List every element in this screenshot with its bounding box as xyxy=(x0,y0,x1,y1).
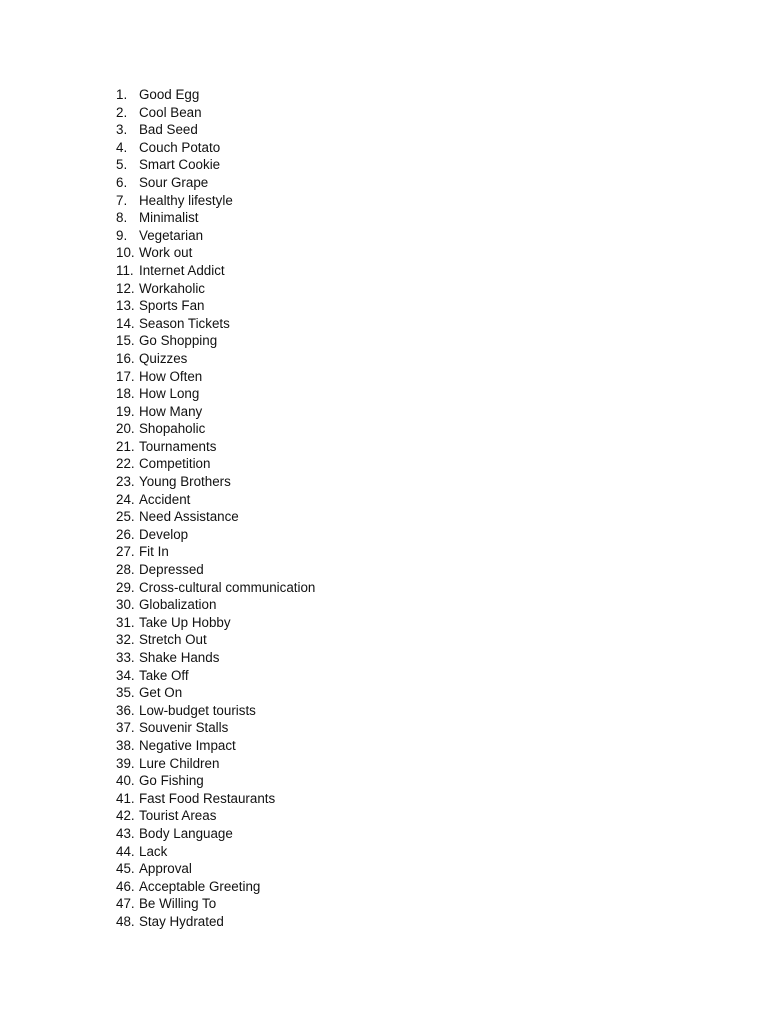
list-item-number: 10. xyxy=(116,245,135,261)
list-item-number: 36. xyxy=(116,702,135,718)
list-item-number: 39. xyxy=(116,755,135,771)
list-item xyxy=(116,244,315,262)
list-item xyxy=(116,649,315,667)
list-item xyxy=(116,526,315,544)
list-item-text: Negative Impact xyxy=(139,737,236,753)
list-item xyxy=(116,438,315,456)
list-item xyxy=(116,227,315,245)
list-item-text: Body Language xyxy=(139,825,233,841)
list-item-text: Cross-cultural communication xyxy=(139,579,316,595)
list-item-text: Take Up Hobby xyxy=(139,614,231,630)
list-item xyxy=(116,772,315,790)
list-item xyxy=(116,684,315,702)
list-item xyxy=(116,825,315,843)
list-item-text: How Often xyxy=(139,368,203,384)
list-item-number: 47. xyxy=(116,896,135,912)
list-item-text: Quizzes xyxy=(139,350,188,366)
list-item-number: 42. xyxy=(116,808,135,824)
list-item-text: Shake Hands xyxy=(139,650,220,665)
list-item xyxy=(116,86,315,104)
list-item-number: 23. xyxy=(116,474,135,490)
list-item xyxy=(116,368,315,386)
list-item-number: 46. xyxy=(116,878,135,894)
list-item xyxy=(116,790,315,808)
list-item-text: Accident xyxy=(139,491,191,507)
list-item xyxy=(116,596,315,614)
list-item xyxy=(116,473,315,491)
numbered-list xyxy=(116,86,315,931)
list-item xyxy=(116,737,315,755)
list-item xyxy=(116,843,315,861)
list-item xyxy=(116,104,315,122)
list-item-number: 43. xyxy=(116,825,135,841)
list-item-number: 20. xyxy=(116,421,135,437)
list-item-text: Vegetarian xyxy=(139,227,204,243)
list-item-text: Souvenir Stalls xyxy=(139,720,229,736)
list-item xyxy=(116,420,315,438)
list-item xyxy=(116,860,315,878)
list-item-text: Fit In xyxy=(139,544,169,560)
list-item xyxy=(116,385,315,403)
list-item-number: 45. xyxy=(116,861,135,877)
list-item-number: 32. xyxy=(116,632,135,648)
list-item-text: Lure Children xyxy=(139,755,220,771)
list-item-text: Shopaholic xyxy=(139,421,206,437)
list-item-text: Work out xyxy=(139,245,193,261)
list-item-number: 15. xyxy=(116,333,135,349)
list-item xyxy=(116,807,315,825)
list-item-text: Develop xyxy=(139,526,189,542)
list-item-number: 9. xyxy=(116,227,128,243)
list-item xyxy=(116,280,315,298)
list-item xyxy=(116,561,315,579)
list-item-number: 22. xyxy=(116,456,135,472)
list-item-text: Minimalist xyxy=(139,210,199,226)
list-item-text: Smart Cookie xyxy=(139,157,221,173)
list-item xyxy=(116,192,315,210)
list-item xyxy=(116,262,315,280)
list-item xyxy=(116,667,315,685)
list-item-number: 28. xyxy=(116,562,135,578)
list-item-text: Sour Grape xyxy=(139,174,209,190)
list-item-number: 7. xyxy=(116,192,128,208)
list-item xyxy=(116,719,315,737)
list-item xyxy=(116,350,315,368)
list-item xyxy=(116,614,315,632)
list-item-number: 5. xyxy=(116,157,128,173)
list-item-text: Need Assistance xyxy=(139,509,239,525)
list-item-number: 13. xyxy=(116,298,135,314)
list-item-text: Good Egg xyxy=(139,87,200,102)
list-item-number: 30. xyxy=(116,597,135,613)
list-item-number: 48. xyxy=(116,913,135,929)
list-item xyxy=(116,491,315,509)
list-item-number: 31. xyxy=(116,614,135,630)
list-item-text: Fast Food Restaurants xyxy=(139,790,276,806)
list-item-text: Couch Potato xyxy=(139,139,221,155)
list-item xyxy=(116,702,315,720)
list-item-number: 21. xyxy=(116,438,135,454)
list-item-number: 26. xyxy=(116,526,135,542)
list-item xyxy=(116,631,315,649)
list-item-number: 40. xyxy=(116,773,135,789)
list-item-text: Internet Addict xyxy=(139,262,225,278)
list-item-text: Stretch Out xyxy=(139,632,207,648)
list-item-number: 37. xyxy=(116,720,135,736)
list-item-text: Tournaments xyxy=(139,438,217,454)
list-item-text: Tourist Areas xyxy=(139,808,217,824)
list-item xyxy=(116,895,315,913)
list-item-number: 16. xyxy=(116,350,135,366)
list-item-number: 11. xyxy=(116,262,134,278)
list-item-number: 33. xyxy=(116,650,135,665)
list-item-text: Be Willing To xyxy=(139,896,217,912)
list-item-number: 18. xyxy=(116,386,135,402)
list-item-text: Acceptable Greeting xyxy=(139,878,261,894)
list-item-number: 25. xyxy=(116,509,135,525)
list-item xyxy=(116,315,315,333)
list-item-text: How Many xyxy=(139,403,203,419)
list-item xyxy=(116,403,315,421)
list-item-number: 29. xyxy=(116,579,135,595)
list-item xyxy=(116,913,315,931)
list-item-text: Lack xyxy=(139,843,168,859)
list-item-text: Depressed xyxy=(139,562,204,578)
list-item-number: 34. xyxy=(116,667,135,683)
list-item xyxy=(116,579,315,597)
list-item-text: Season Tickets xyxy=(139,315,230,331)
list-item-text: Go Fishing xyxy=(139,773,204,789)
list-item xyxy=(116,174,315,192)
list-item xyxy=(116,156,315,174)
list-item-text: Bad Seed xyxy=(139,122,198,138)
list-item-number: 8. xyxy=(116,210,128,226)
list-item xyxy=(116,139,315,157)
list-item-number: 6. xyxy=(116,174,128,190)
list-item-text: Competition xyxy=(139,456,211,472)
list-item-number: 27. xyxy=(116,544,135,560)
list-item-number: 12. xyxy=(116,280,135,296)
list-item xyxy=(116,508,315,526)
list-item xyxy=(116,455,315,473)
list-item-number: 4. xyxy=(116,139,128,155)
list-item-number: 17. xyxy=(116,368,135,384)
list-item xyxy=(116,209,315,227)
list-item-text: Stay Hydrated xyxy=(139,913,224,929)
list-item-text: Young Brothers xyxy=(139,474,231,490)
list-item-text: Globalization xyxy=(139,597,217,613)
list-item-text: Healthy lifestyle xyxy=(139,192,233,208)
list-item xyxy=(116,878,315,896)
list-item-number: 3. xyxy=(116,122,128,138)
list-item-number: 44. xyxy=(116,843,135,859)
list-item-text: Workaholic xyxy=(139,280,205,296)
list-item-number: 38. xyxy=(116,737,135,753)
list-item-text: Cool Bean xyxy=(139,104,202,120)
list-item-number: 35. xyxy=(116,685,135,701)
list-item-text: Go Shopping xyxy=(139,333,218,349)
list-item-number: 19. xyxy=(116,403,135,419)
list-item-number: 14. xyxy=(116,315,135,331)
list-item-number: 1. xyxy=(116,87,128,102)
list-item-text: Get On xyxy=(139,685,183,701)
list-item xyxy=(116,755,315,773)
list-item-number: 24. xyxy=(116,491,135,507)
list-item-text: Take Off xyxy=(139,667,189,683)
list-item-text: How Long xyxy=(139,386,200,402)
list-item-number: 41. xyxy=(116,790,135,806)
list-item xyxy=(116,121,315,139)
list-item xyxy=(116,543,315,561)
list-item-text: Sports Fan xyxy=(139,298,205,314)
list-item xyxy=(116,332,315,350)
list-item-text: Low-budget tourists xyxy=(139,702,256,718)
list-item-number: 2. xyxy=(116,104,128,120)
list-item-text: Approval xyxy=(139,861,192,877)
list-item xyxy=(116,297,315,315)
